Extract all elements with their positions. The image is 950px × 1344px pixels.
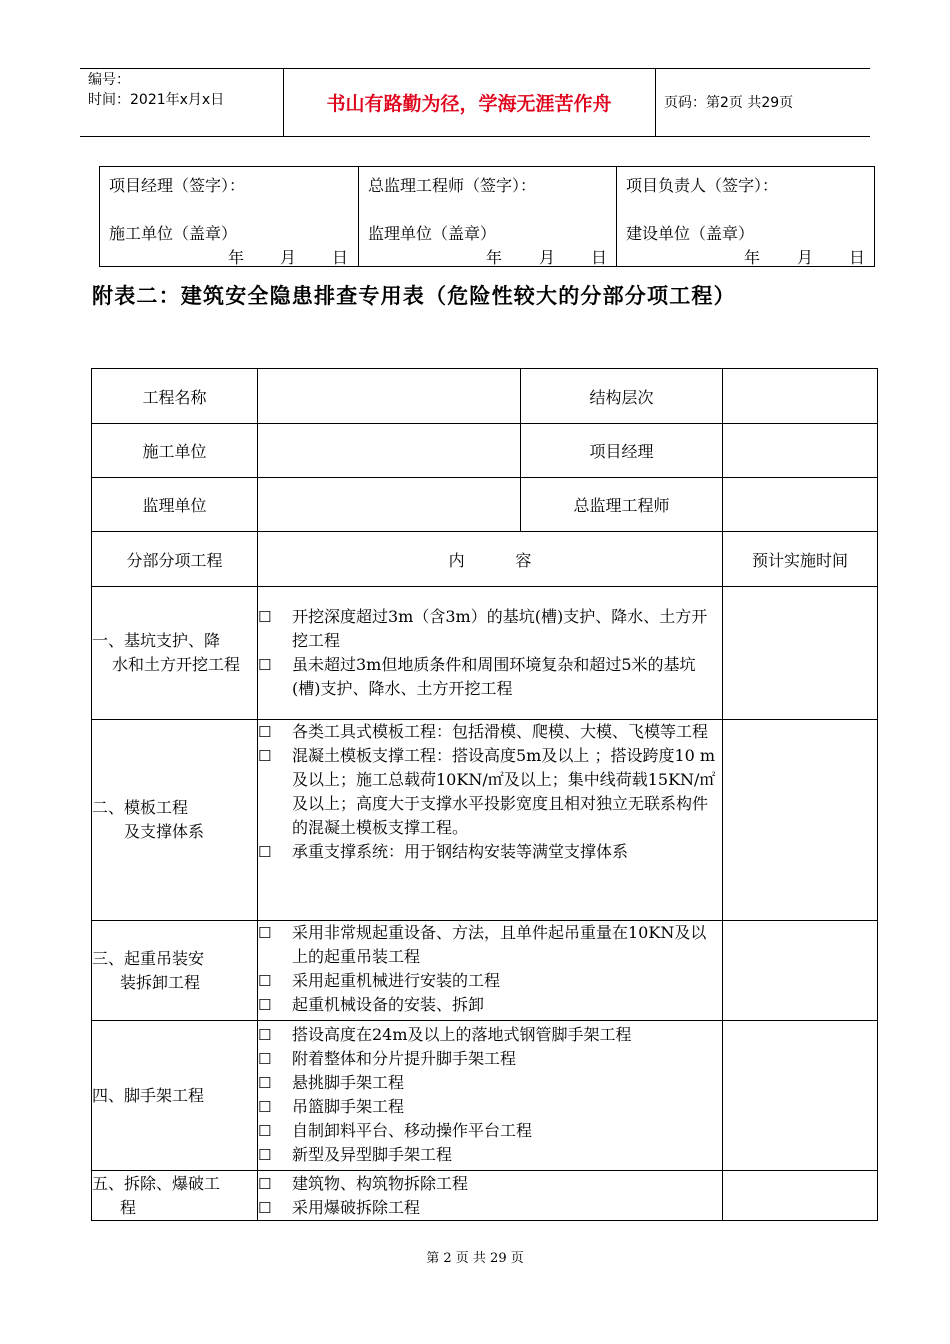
seal-label: 施工单位（盖章）: [109, 224, 238, 243]
list-item[interactable]: ☐ 起重机械设备的安装、拆卸: [258, 993, 722, 1017]
list-item[interactable]: ☐ 附着整体和分片提升脚手架工程: [258, 1047, 722, 1071]
list-item[interactable]: ☐ 悬挑脚手架工程: [258, 1071, 722, 1095]
signature-table: [99, 166, 875, 267]
chief-supervisor-value[interactable]: [723, 478, 878, 532]
construction-unit-value[interactable]: [258, 424, 521, 478]
list-item[interactable]: ☐ 自制卸料平台、移动操作平台工程: [258, 1119, 722, 1143]
list-item[interactable]: ☐ 采用爆破拆除工程: [258, 1196, 722, 1220]
form-title: 附表二：建筑安全隐患排查专用表（危险性较大的分部分项工程）: [92, 284, 736, 308]
seal-label: 监理单位（盖章）: [368, 224, 497, 243]
seal-label: 建设单位（盖章）: [626, 224, 755, 243]
category-items: [258, 587, 723, 720]
planned-time-cell[interactable]: [723, 1171, 878, 1221]
hazard-table: [91, 368, 878, 1221]
project-name-label: 工程名称: [92, 369, 258, 424]
checkbox-icon[interactable]: [258, 1023, 292, 1047]
table-row: [92, 921, 878, 1021]
project-manager-value[interactable]: [723, 424, 878, 478]
category-line: 四、脚手架工程: [92, 1085, 205, 1105]
header-divider: [655, 68, 656, 136]
checkbox-icon[interactable]: [258, 1095, 292, 1119]
day-label: 日: [332, 248, 349, 267]
planned-time-cell[interactable]: [723, 921, 878, 1021]
category-line: 三、起重吊装安: [92, 948, 205, 968]
construction-unit-label: 施工单位: [92, 424, 258, 478]
sign-label: 总监理工程师（签字）：: [368, 176, 537, 195]
checkbox-icon[interactable]: [258, 1047, 292, 1071]
table-row: [92, 1171, 878, 1221]
checkbox-icon[interactable]: [258, 1143, 292, 1167]
sign-label: 项目经理（签字）：: [109, 176, 246, 195]
category-items: [258, 921, 723, 1021]
page-footer: 第 2 页 共 29 页: [426, 1251, 524, 1266]
day-label: 日: [591, 248, 608, 267]
month-label: 月: [539, 248, 556, 267]
project-manager-label: 项目经理: [521, 424, 723, 478]
category-name: [92, 1171, 258, 1221]
supervision-unit-label: 监理单位: [92, 478, 258, 532]
category-line: 二、模板工程: [92, 798, 189, 817]
page-info: 页码：第2页 共29页: [664, 95, 794, 111]
signature-cell-1: [100, 167, 359, 266]
list-item[interactable]: ☐ 承重支撑系统：用于钢结构安装等满堂支撑体系: [258, 840, 722, 864]
checkbox-icon[interactable]: [258, 744, 292, 840]
project-name-value[interactable]: [258, 369, 521, 424]
category-line: 一、基坑支护、降: [92, 631, 221, 650]
checkbox-icon[interactable]: [258, 1071, 292, 1095]
checkbox-icon[interactable]: [258, 921, 292, 969]
header-meta: [88, 70, 224, 110]
checkbox-icon[interactable]: [258, 993, 292, 1017]
month-label: 月: [280, 248, 297, 267]
checkbox-icon[interactable]: [258, 840, 292, 864]
category-items: [258, 720, 723, 921]
table-header-row: [92, 532, 878, 587]
info-row: [92, 424, 878, 478]
date-label: 时间：2021年x月x日: [88, 92, 225, 108]
header-sub-project: 分部分项工程: [92, 532, 258, 587]
signature-cell-3: [617, 167, 874, 266]
checkbox-icon[interactable]: [258, 653, 292, 701]
list-item[interactable]: ☐ 采用起重机械进行安装的工程: [258, 969, 722, 993]
list-item[interactable]: ☐ 吊篮脚手架工程: [258, 1095, 722, 1119]
list-item[interactable]: ☐ 开挖深度超过3m（含3m）的基坑(槽)支护、降水、土方开挖工程: [258, 605, 722, 653]
list-item[interactable]: ☐ 新型及异型脚手架工程: [258, 1143, 722, 1167]
number-label: 编号：: [88, 72, 130, 88]
checkbox-icon[interactable]: [258, 1172, 292, 1196]
planned-time-cell[interactable]: [723, 587, 878, 720]
category-line: 程: [120, 1197, 137, 1217]
category-line: 装拆卸工程: [120, 972, 201, 992]
category-name: [92, 921, 258, 1021]
checkbox-icon[interactable]: [258, 969, 292, 993]
year-label: 年: [744, 248, 761, 267]
category-items: [258, 1171, 723, 1221]
supervision-unit-value[interactable]: [258, 478, 521, 532]
chief-supervisor-label: 总监理工程师: [521, 478, 723, 532]
category-items: [258, 1021, 723, 1171]
checkbox-icon[interactable]: [258, 1119, 292, 1143]
month-label: 月: [797, 248, 814, 267]
planned-time-cell[interactable]: [723, 720, 878, 921]
category-line: 及支撑体系: [124, 822, 205, 841]
list-item[interactable]: ☐ 建筑物、构筑物拆除工程: [258, 1172, 722, 1196]
header-motto: 书山有路勤为径，学海无涯苦作舟: [326, 92, 612, 115]
checkbox-icon[interactable]: [258, 720, 292, 744]
category-name: [92, 720, 258, 921]
header-content: 内 容: [258, 532, 723, 587]
list-item[interactable]: ☐ 采用非常规起重设备、方法，且单件起吊重量在10KN及以上的起重吊装工程: [258, 921, 722, 969]
checkbox-icon[interactable]: [258, 1196, 292, 1220]
table-row: [92, 587, 878, 720]
info-row: [92, 478, 878, 532]
category-name: [92, 587, 258, 720]
planned-time-cell[interactable]: [723, 1021, 878, 1171]
table-row: [92, 720, 878, 921]
category-name: [92, 1021, 258, 1171]
table-row: [92, 1021, 878, 1171]
category-line: 五、拆除、爆破工: [92, 1173, 221, 1193]
sign-label: 项目负责人（签字）：: [626, 176, 779, 195]
list-item[interactable]: ☐ 虽未超过3m但地质条件和周围环境复杂和超过5米的基坑(槽)支护、降水、土方开挖工程: [258, 653, 722, 701]
signature-cell-2: [359, 167, 617, 266]
structure-level-label: 结构层次: [521, 369, 723, 424]
category-line: 水和土方开挖工程: [112, 655, 241, 674]
list-item[interactable]: ☐ 混凝土模板支撑工程：搭设高度5m及以上 ；搭设跨度10 m及以上；施工总载荷10KN/㎡及以上；集中线荷载15KN/㎡及以上；高度大于支撑水平投影宽度且相对独立无联系构件的混凝土模板支撑工程。: [258, 744, 722, 840]
header-bottom-rule: [80, 136, 870, 137]
list-item[interactable]: ☐ 搭设高度在24m及以上的落地式钢管脚手架工程: [258, 1023, 722, 1047]
day-label: 日: [849, 248, 866, 267]
structure-level-value[interactable]: [723, 369, 878, 424]
year-label: 年: [486, 248, 503, 267]
checkbox-icon[interactable]: [258, 605, 292, 653]
info-row: [92, 369, 878, 424]
header-planned-time: 预计实施时间: [723, 532, 878, 587]
list-item[interactable]: ☐ 各类工具式模板工程：包括滑模、爬模、大模、飞模等工程: [258, 720, 722, 744]
year-label: 年: [228, 248, 245, 267]
